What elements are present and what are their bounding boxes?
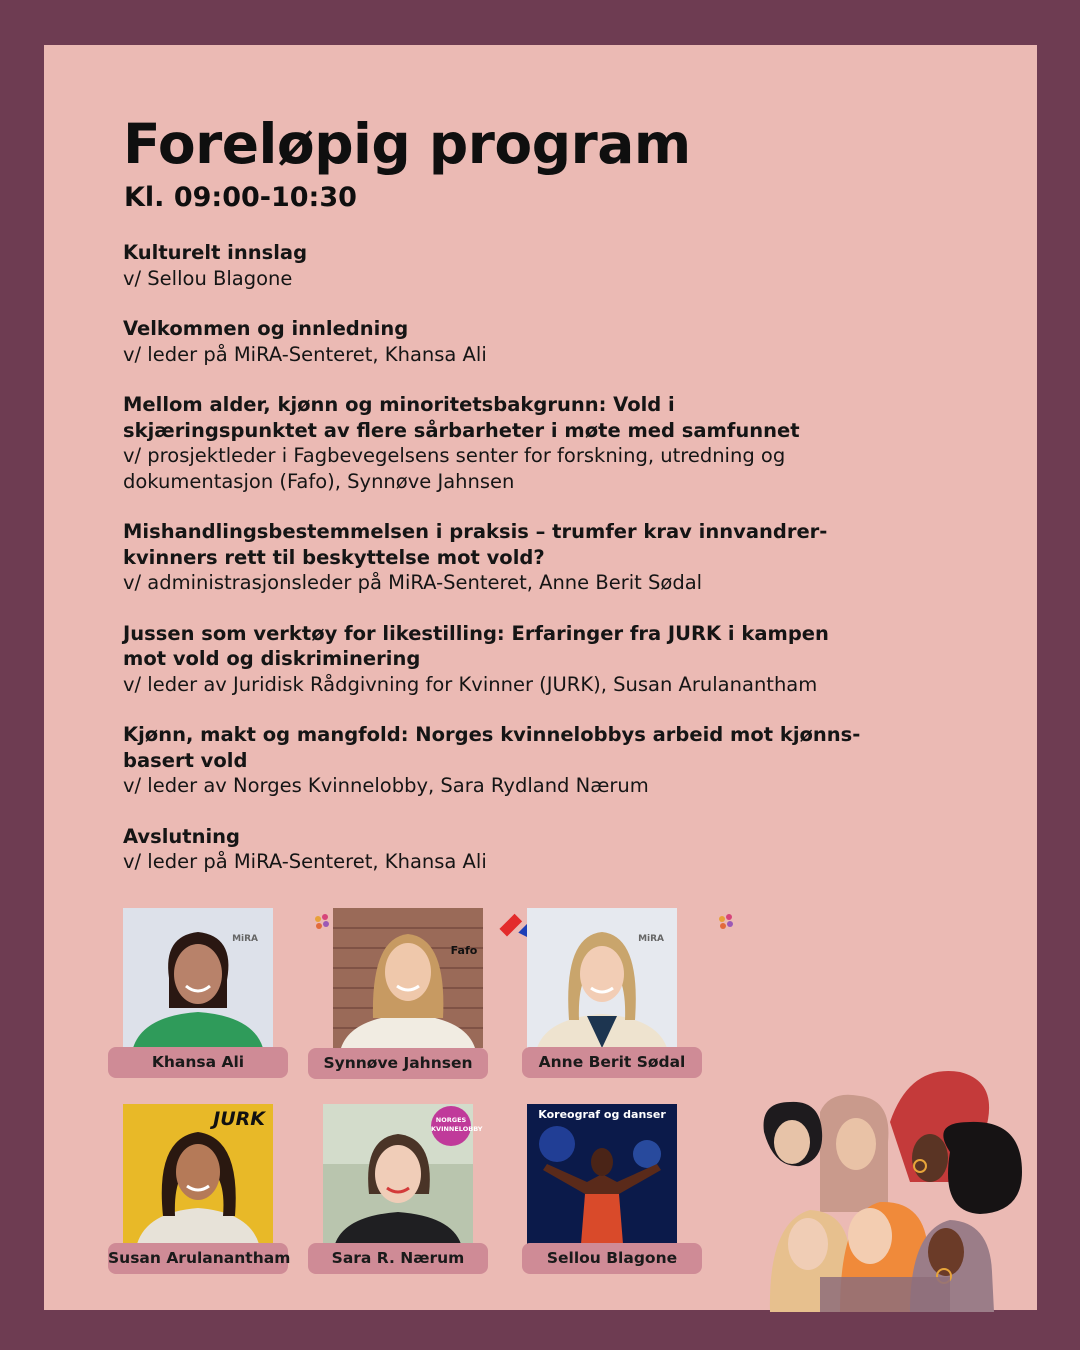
speaker-photo-susan-arulanantham (123, 1104, 273, 1244)
speaker-name-label: Susan Arulanantham (108, 1243, 288, 1274)
kvinnelobby-logo-top: NORGES (435, 1116, 467, 1124)
fafo-logo-text: Fafo (450, 944, 478, 957)
program-item (123, 240, 863, 291)
program-item-speaker: v/ Sellou Blagone (123, 266, 293, 290)
program-item-speaker: v/ leder av Norges Kvinnelobby, Sara Rydland Nærum (123, 774, 649, 797)
speaker-photo-khansa-ali (123, 908, 273, 1048)
program-item-speaker: v/ leder av Juridisk Rådgivning for Kvinner (JURK), Susan Arulanantham (123, 672, 818, 696)
speaker-photo-anne-berit-sodal (527, 908, 677, 1048)
speaker-name-label: Anne Berit Sødal (522, 1047, 702, 1078)
mira-logo-text: MiRA (232, 934, 258, 944)
program-item-title: Mellom alder, kjønn og minoritetsbakgrunn: Vold i skjæringspunktet av flere sårbarheter i møte med samfunnet (123, 393, 800, 442)
program-item (123, 316, 863, 367)
program-item-title: Mishandlingsbestemmelsen i praksis – trumfer krav innvandrer-kvinners rett til beskyttelse mot vold? (123, 520, 828, 569)
program-item (123, 722, 863, 799)
jurk-logo-text: JURK (213, 1108, 265, 1130)
program-item (123, 519, 863, 596)
program-item-title: Kjønn, makt og mangfold: Norges kvinnelobbys arbeid mot kjønns-basert vold (123, 723, 861, 772)
speaker-name-label: Synnøve Jahnsen (308, 1048, 488, 1079)
kvinnelobby-logo-bottom: KVINNELOBBY (431, 1125, 483, 1133)
speaker-photo-sara-naerum (323, 1104, 483, 1244)
mira-logo-icon (247, 912, 267, 932)
speaker-name-label: Sara R. Nærum (308, 1243, 488, 1274)
speaker-photo-synnove-jahnsen (333, 908, 483, 1048)
program-item-speaker: v/ leder på MiRA-Senteret, Khansa Ali (123, 850, 487, 873)
program-item (123, 392, 863, 494)
program-item-speaker: v/ leder på MiRA-Senteret, Khansa Ali (123, 342, 487, 366)
speaker-name-label: Sellou Blagone (522, 1243, 702, 1274)
program-item-title: Avslutning (123, 824, 241, 848)
time-range: Kl. 09:00-10:30 (124, 182, 357, 213)
program-item (123, 824, 863, 875)
page-title: Foreløpig program (123, 112, 691, 176)
speaker-name-label: Khansa Ali (108, 1047, 288, 1078)
program-item-speaker: v/ prosjektleder i Fagbevegelsens senter for forskning, utredning og dokumentasjon (Fafo), Synnøve Jahnsen (123, 444, 786, 493)
program-item-title: Velkommen og innledning (123, 317, 409, 340)
kvinnelobby-logo (431, 1106, 483, 1146)
photo-caption: Koreograf og danser (538, 1108, 666, 1121)
program-item-title: Kulturelt innslag (123, 241, 308, 264)
program-item-title: Jussen som verktøy for likestilling: Erfaringer fra JURK i kampen mot vold og diskriminering (123, 621, 829, 670)
program-list (123, 240, 863, 900)
fafo-logo (449, 910, 479, 957)
speaker-photo-sellou-blagone (527, 1104, 677, 1244)
mira-logo-text: MiRA (638, 934, 664, 944)
program-item (123, 621, 863, 698)
program-item-speaker: v/ administrasjonsleder på MiRA-Senteret, Anne Berit Sødal (123, 571, 703, 594)
women-illustration (760, 1062, 1030, 1312)
mira-logo-icon (651, 912, 671, 932)
